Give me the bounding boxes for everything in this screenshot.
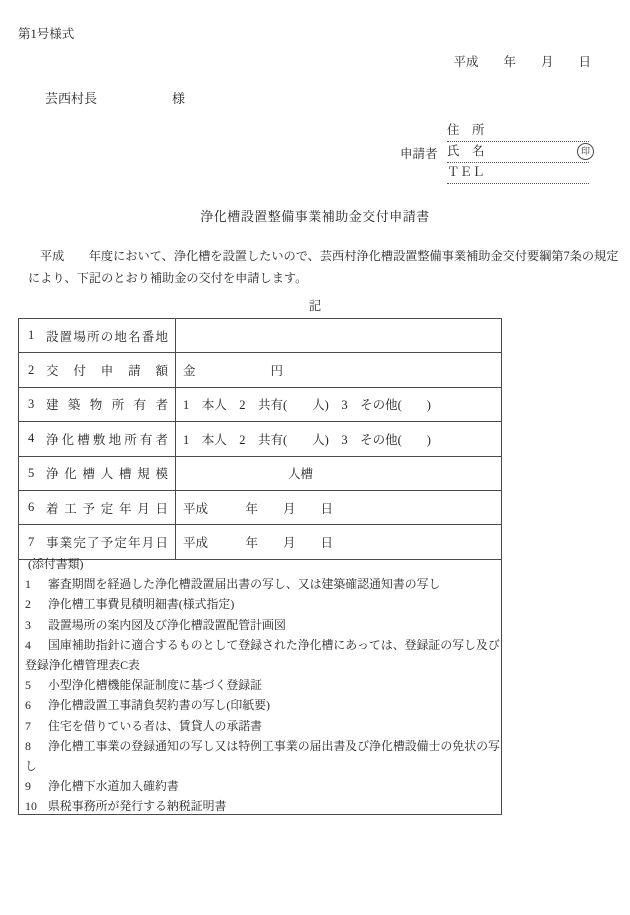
list-item: [19, 776, 501, 796]
item-text: 小型浄化槽機能保証制度に基づく登録証: [48, 678, 263, 693]
row-value: 平成 年 月 日: [176, 490, 502, 524]
tel-field-line: [447, 163, 589, 184]
table-row: [19, 422, 502, 456]
list-item: [19, 574, 501, 594]
row-label: 着工予定年月日: [46, 501, 168, 516]
table-row: [19, 490, 502, 524]
item-number: 7: [25, 718, 31, 733]
item-number: 1: [25, 577, 31, 592]
item-number: 3: [25, 617, 31, 632]
item-number: 5: [25, 678, 31, 693]
row-label: 設置場所の地名番地: [46, 329, 168, 344]
item-number: 10: [25, 799, 37, 814]
table-row: [19, 387, 502, 421]
row-value: [176, 319, 502, 353]
row-number: 1: [28, 328, 35, 343]
list-item: [19, 594, 501, 614]
item-text: 住宅を借りている者は、賃貸人の承諾書: [48, 718, 263, 733]
table-row: [19, 353, 502, 387]
row-label: 浄化槽敷地所有者: [46, 432, 168, 447]
row-value: 平成 年 月 日: [176, 525, 502, 559]
table-row: [19, 319, 502, 353]
list-item: [19, 615, 501, 635]
list-item: [19, 675, 501, 695]
row-label: 交付申請額: [46, 364, 168, 379]
attachments-header: (添付書類): [28, 557, 84, 571]
tel-label: ＴＥＬ: [447, 165, 485, 179]
body-paragraph: 平成 年度において、浄化槽を設置したいので、芸西村浄化槽設置整備事業補助金交付要綱第7条の規定により、下記のとおり補助金の交付を申請します。: [28, 249, 619, 285]
address-label: 住 所: [447, 123, 485, 137]
form-number: 第1号様式: [18, 27, 75, 41]
row-number: 4: [28, 431, 35, 446]
table-row: [19, 456, 502, 490]
attachments-section: [18, 551, 502, 815]
row-value: 金 円: [176, 353, 502, 387]
applicant-role-label: 申請者: [400, 146, 438, 161]
application-table: [18, 318, 502, 560]
row-label: 浄化槽人槽規模: [46, 467, 168, 482]
row-value: 人槽: [176, 456, 502, 490]
item-text: 国庫補助指針に適合するものとして登録された浄化槽にあっては、登録証の写し及び登録浄化槽管理表C表: [25, 637, 500, 673]
seal-stamp-icon: 印: [577, 143, 594, 160]
item-number: 8: [25, 738, 31, 753]
item-text: 審査期間を経過した浄化槽設置届出書の写し、又は建築確認通知書の写し: [48, 577, 441, 592]
list-item: [19, 635, 501, 675]
list-item: [19, 736, 501, 776]
item-number: 6: [25, 698, 31, 713]
addressee-line: [45, 88, 185, 107]
row-value: 1 本人 2 共有( 人) 3 その他( ): [176, 422, 502, 456]
document-title: 浄化槽設置整備事業補助金交付申請書: [200, 209, 430, 224]
applicant-block: [400, 121, 589, 184]
item-text: 県税事務所が発行する納税証明書: [48, 799, 227, 814]
item-number: 9: [25, 779, 31, 794]
item-text: 浄化槽設置工事請負契約書の写し(印紙要): [48, 698, 270, 713]
row-label: 事業完了予定年月日: [46, 536, 168, 551]
date-line: 平成 年 月 日: [453, 55, 591, 69]
item-text: 浄化槽工事業の登録通知の写し又は特例工事業の届出書及び浄化槽設備士の免状の写し: [25, 738, 500, 774]
row-number: 5: [28, 465, 35, 480]
row-label: 建築物所有者: [46, 398, 168, 413]
item-text: 設置場所の案内図及び浄化槽設置配管計画図: [48, 617, 286, 632]
row-number: 7: [28, 534, 35, 549]
row-number: 2: [28, 362, 35, 377]
list-item: [19, 716, 501, 736]
item-number: 4: [25, 637, 31, 652]
row-number: 3: [28, 396, 35, 411]
item-text: 浄化槽工事費見積明細書(様式指定): [48, 597, 235, 612]
addressee-name: 芸西村長: [45, 91, 98, 106]
name-field-line: [447, 142, 589, 163]
list-item: [19, 695, 501, 715]
addressee-honorific: 様: [172, 91, 186, 106]
row-number: 6: [28, 500, 35, 515]
row-value: 1 本人 2 共有( 人) 3 その他( ): [176, 387, 502, 421]
item-text: 浄化槽下水道加入確約書: [48, 779, 179, 794]
applicant-fields: [447, 121, 589, 184]
record-marker: 記: [308, 299, 322, 313]
address-field-line: [447, 121, 589, 142]
item-number: 2: [25, 597, 31, 612]
list-item: [19, 796, 501, 816]
name-label: 氏 名: [447, 144, 485, 158]
